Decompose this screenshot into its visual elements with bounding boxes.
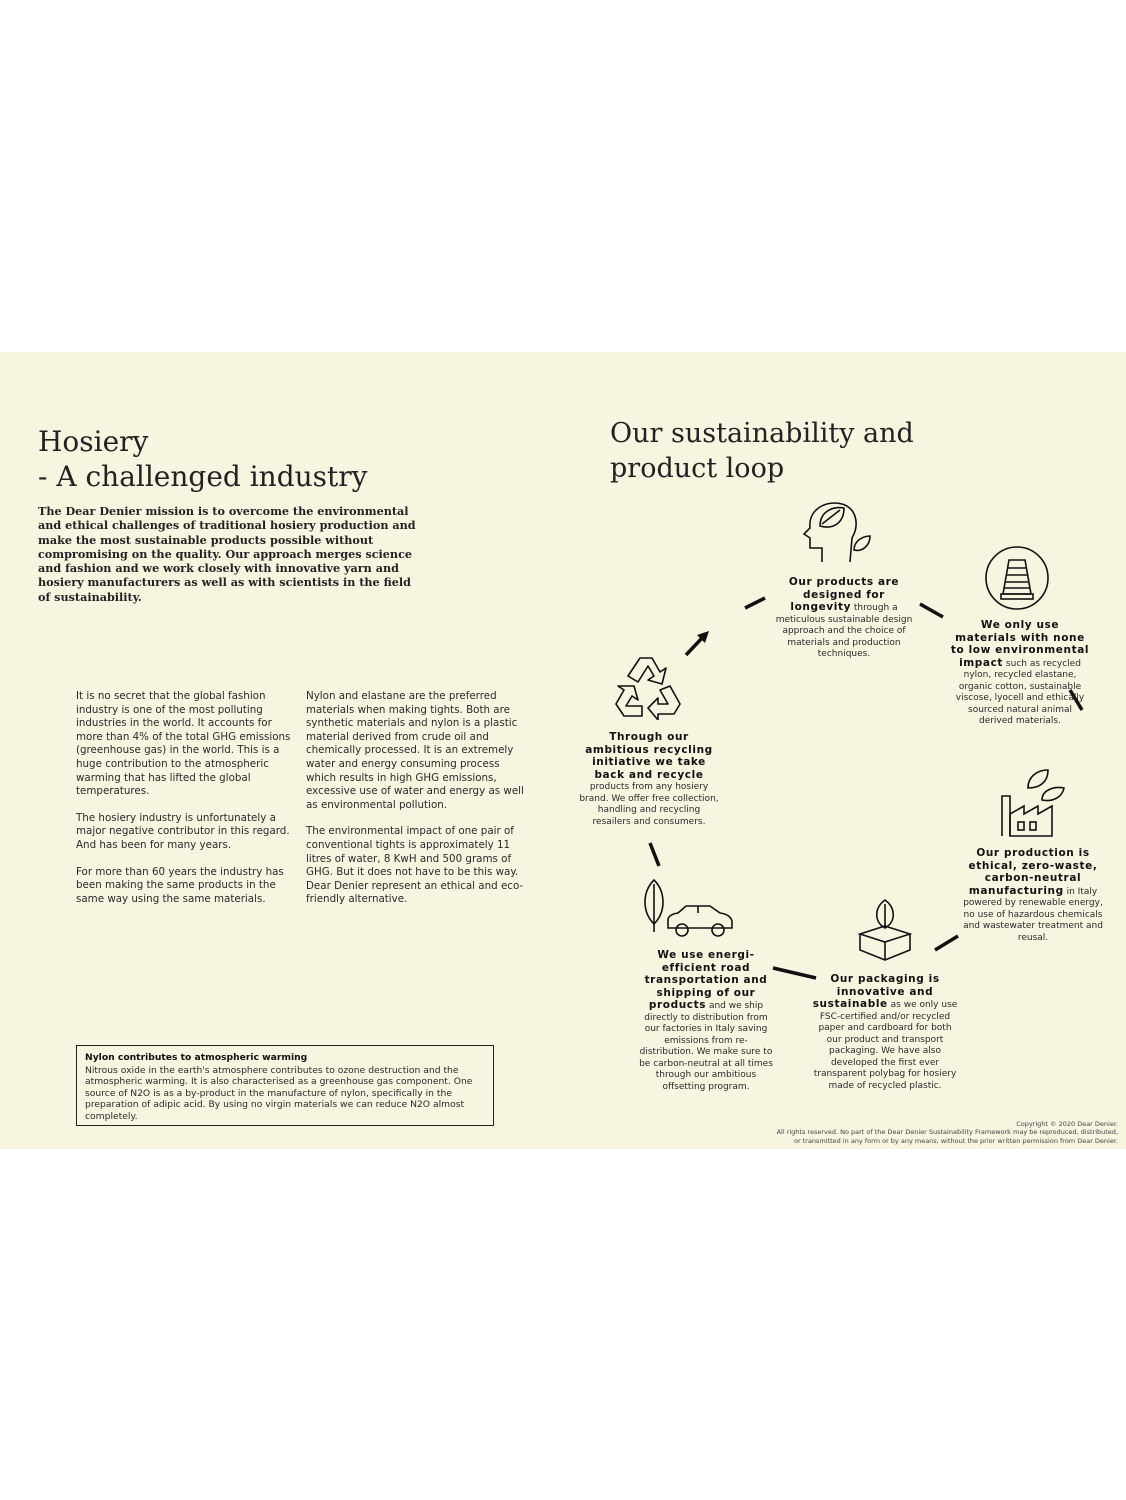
loop-step-3: Our production is ethical, zero-waste, carbon-neutral manufacturing in Italy powered by renewable energy, no use of hazardous chemicals and wastewater treatment and reusal. <box>963 847 1103 943</box>
loop-dash <box>935 936 958 950</box>
info-box-title: Nylon contributes to atmospheric warming <box>85 1052 308 1063</box>
loop-step-6: Through our ambitious recycling initiative we take back and recycle products from any hosiery brand. We offer free collection, handling and recycling resailers and consumers. <box>579 731 719 827</box>
loop-arrow <box>686 637 703 655</box>
paragraph: The environmental impact of one pair of conventional tights is approximately 11 litres of water, 8 KwH and 500 grams of GHG. But it does not have to be this way. Dear Denier represent an ethical and eco-friendly alternative. <box>306 825 524 906</box>
loop-step-2: We only use materials with none to low environmental impact such as recycled nylon, recycled elastane, organic cotton, sustainable viscose, lyocell and ethically sourced natural animal derived materials. <box>950 619 1090 726</box>
loop-dash <box>920 604 943 617</box>
title-line-2: - A challenged industry <box>38 460 368 493</box>
intro-paragraph: The Dear Denier mission is to overcome the environmental and ethical challenges of traditional hosiery production and make the most sustainable products possible without compromising on the quality. Our approach merges science and fashion and we work closely with innovative yarn and hosiery manufacturers as well as with scientists in the field of sustainability. <box>38 504 416 604</box>
title-line-1: Our sustainability and <box>610 418 914 449</box>
loop-dash <box>773 968 816 978</box>
head-leaf-icon <box>798 498 874 568</box>
factory-leaf-icon <box>998 766 1070 838</box>
title-line-2: product loop <box>610 453 785 484</box>
loop-dash <box>745 598 765 608</box>
copyright-notice: Copyright © 2020 Dear Denier. All rights reserved. No part of the Dear Denier Sustainability Framework may be reproduced, distributed, or transmitted in any form or by any means, without the prior written permission from Dear Denier. <box>776 1120 1118 1145</box>
info-box-body: Nitrous oxide in the earth's atmosphere contributes to ozone destruction and the atmospheric warming. It is also characterised as a greenhouse gas component. One source of N2O is as a by-product in the manufacture of nylon, specifically in the preparation of adipic acid. By using no virgin materials we can reduce N2O almost completely. <box>85 1064 473 1122</box>
box-leaf-icon <box>856 898 914 962</box>
loop-step-5: We use energi-efficient road transportation and shipping of our products and we ship directly to distribution from our factories in Italy saving emissions from re-distribution. We make sure to be carbon-neutral at all times through our ambitious offsetting program. <box>639 949 773 1092</box>
paragraph: It is no secret that the global fashion industry is one of the most polluting industries in the world. It accounts for more than 4% of the total GHG emissions (greenhouse gas) in the world. This is a huge contribution to the atmospheric warming that has lifted the global temperatures. <box>76 690 291 798</box>
brochure-spread <box>0 352 1126 1149</box>
loop-step-4: Our packaging is innovative and sustainable as we only use FSC-certified and/or recycled paper and cardboard for both our product and transport packaging. We have also developed the first ever transparent polybag for hosiery made of recycled plastic. <box>812 973 958 1091</box>
loop-dash <box>650 843 659 866</box>
recycle-icon <box>612 652 684 720</box>
loop-step-1: Our products are designed for longevity through a meticulous sustainable design approach and the choice of materials and production techniques. <box>775 576 913 659</box>
title-line-1: Hosiery <box>38 425 149 458</box>
paragraph: For more than 60 years the industry has been making the same products in the same way using the same materials. <box>76 865 284 905</box>
paragraph: The hosiery industry is unfortunately a major negative contributor in this regard. And has been for many years. <box>76 811 290 851</box>
paragraph: Nylon and elastane are the preferred materials when making tights. Both are synthetic materials and nylon is a plastic material derived from crude oil and chemically processed. It is an extremely water and energy consuming process which results in high GHG emissions, excessive use of water and energy as well as environmental pollution. <box>306 690 524 811</box>
yarn-spool-icon <box>983 544 1051 612</box>
car-leaf-icon <box>640 876 736 942</box>
